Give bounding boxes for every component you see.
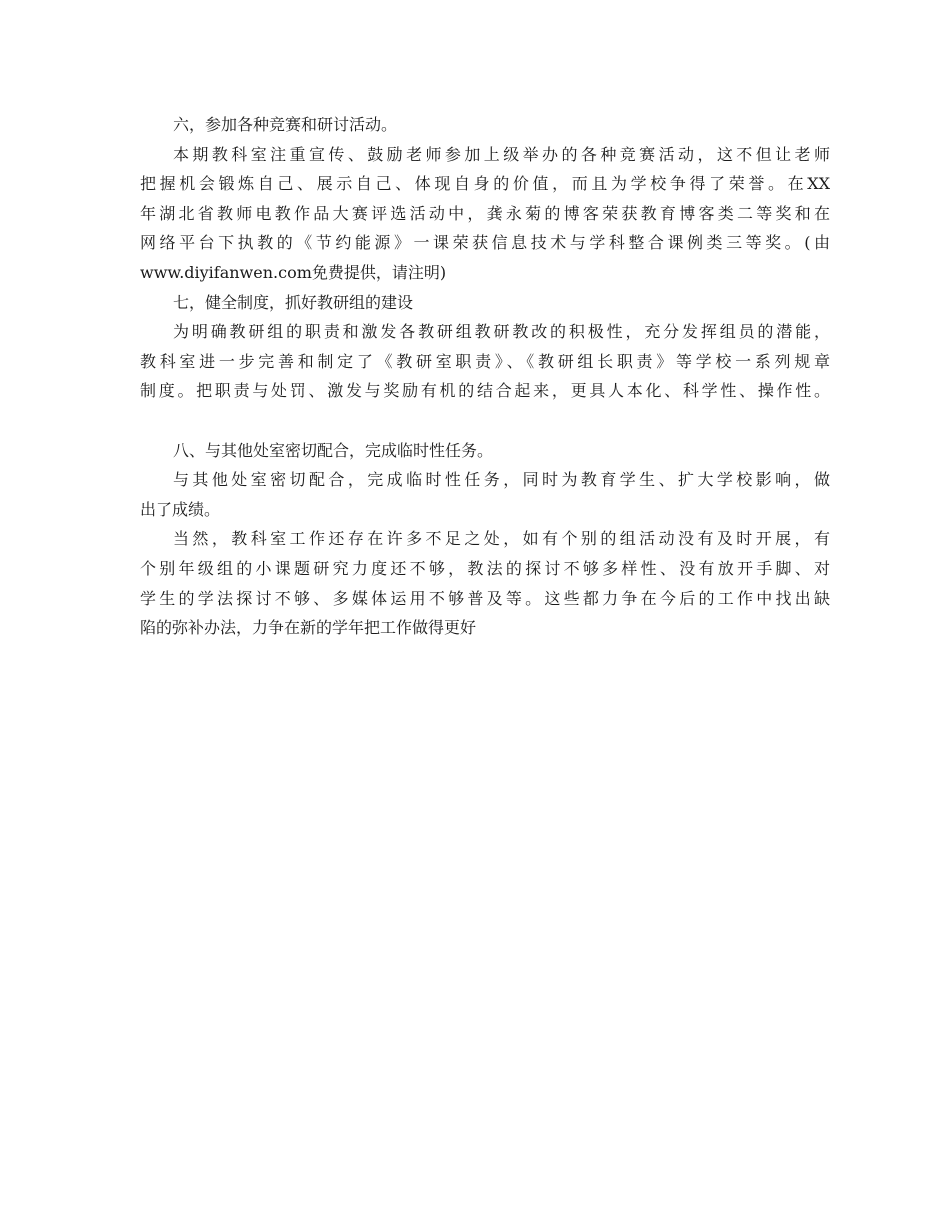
text-line: 年湖北省教师电教作品大赛评选活动中，龚永菊的博客荣获教育博客类二等奖和在	[140, 203, 830, 223]
text-line: 出了成绩。	[140, 499, 221, 519]
text-line: 为明确教研组的职责和激发各教研组教研教改的积极性，充分发挥组员的潜能，	[173, 322, 830, 342]
blank-line	[140, 406, 830, 436]
text-line: www.diyifanwen.com免费提供，请注明)	[140, 262, 447, 282]
text-line: 本期教科室注重宣传、鼓励老师参加上级举办的各种竞赛活动，这不但让老师	[173, 144, 830, 164]
text-line: 当然，教科室工作还存在许多不足之处，如有个别的组活动没有及时开展，有	[173, 529, 830, 549]
text-line: 陷的弥补办法，力争在新的学年把工作做得更好	[140, 618, 477, 638]
text-line: 把握机会锻炼自己、展示自己、体现自身的价值，而且为学校争得了荣誉。在XX	[140, 174, 830, 194]
text-line: 八、与其他处室密切配合，完成临时性任务。	[173, 440, 494, 460]
text-line: 个别年级组的小课题研究力度还不够，教法的探讨不够多样性、没有放开手脚、对	[140, 558, 830, 578]
text-line: 学生的学法探讨不够、多媒体运用不够普及等。这些都力争在今后的工作中找出缺	[140, 588, 830, 608]
document-body	[140, 110, 830, 643]
text-line: 与其他处室密切配合，完成临时性任务，同时为教育学生、扩大学校影响，做	[173, 470, 830, 490]
text-line: 六，参加各种竞赛和研讨活动。	[173, 115, 398, 134]
text-line: 制度。把职责与处罚、激发与奖励有机的结合起来，更具人本化、科学性、操作性。	[140, 381, 830, 401]
text-line: 网络平台下执教的《节约能源》一课荣获信息技术与学科整合课例类三等奖。(由	[140, 233, 830, 253]
text-line: 教科室进一步完善和制定了《教研室职责》、《教研组长职责》等学校一系列规章	[140, 351, 830, 371]
text-line: 七，健全制度，抓好教研组的建设	[173, 292, 414, 312]
